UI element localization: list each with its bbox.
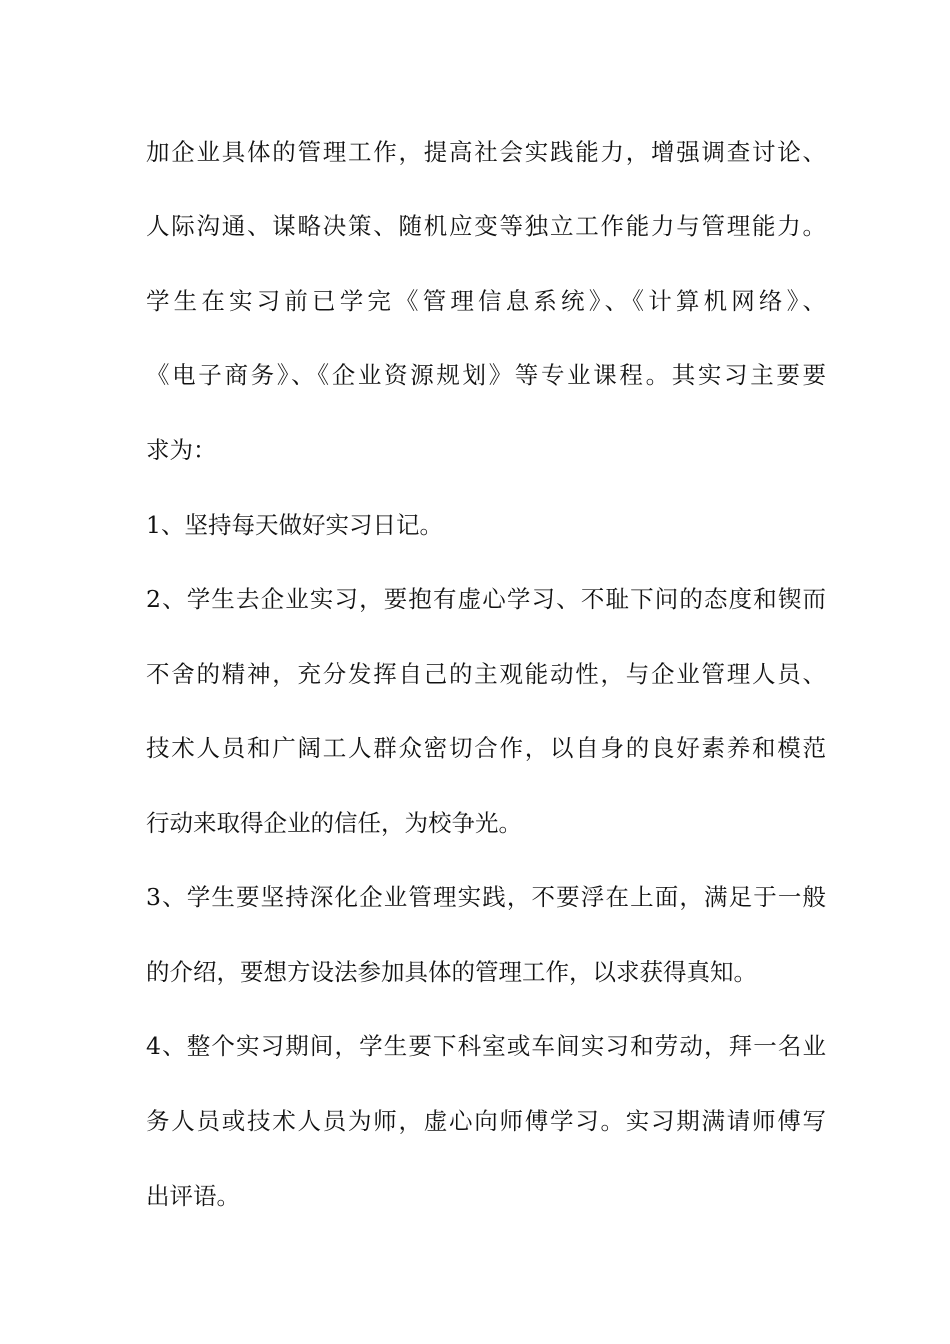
text-line: 不舍的精神，充分发挥自己的主观能动性，与企业管理人员、 — [146, 660, 826, 688]
text-line: 出评语。 — [146, 1182, 240, 1210]
text-line: 1、坚持每天做好实习日记。 — [146, 511, 443, 539]
text-line: 学生在实习前已学完《管理信息系统》、《计算机网络》、 — [146, 287, 826, 315]
text-line: 行动来取得企业的信任，为校争光。 — [146, 809, 522, 837]
text-line: 技术人员和广阔工人群众密切合作，以自身的良好素养和模范 — [146, 734, 826, 762]
text-line: 3、学生要坚持深化企业管理实践，不要浮在上面，满足于一般 — [146, 883, 826, 911]
text-line: 的介绍，要想方设法参加具体的管理工作，以求获得真知。 — [146, 958, 757, 986]
text-line: 加企业具体的管理工作，提高社会实践能力，增强调查讨论、 — [146, 138, 826, 166]
text-line: 2、学生去企业实习，要抱有虚心学习、不耻下问的态度和锲而 — [146, 585, 826, 613]
text-line: 务人员或技术人员为师，虚心向师傅学习。实习期满请师傅写 — [146, 1107, 826, 1135]
text-line: 人际沟通、谋略决策、随机应变等独立工作能力与管理能力。 — [146, 212, 826, 240]
text-line: 求为： — [146, 436, 217, 464]
text-line: 4、整个实习期间，学生要下科室或车间实习和劳动，拜一名业 — [146, 1032, 826, 1060]
text-line: 《电子商务》、《企业资源规划》等专业课程。其实习主要要 — [146, 361, 826, 389]
